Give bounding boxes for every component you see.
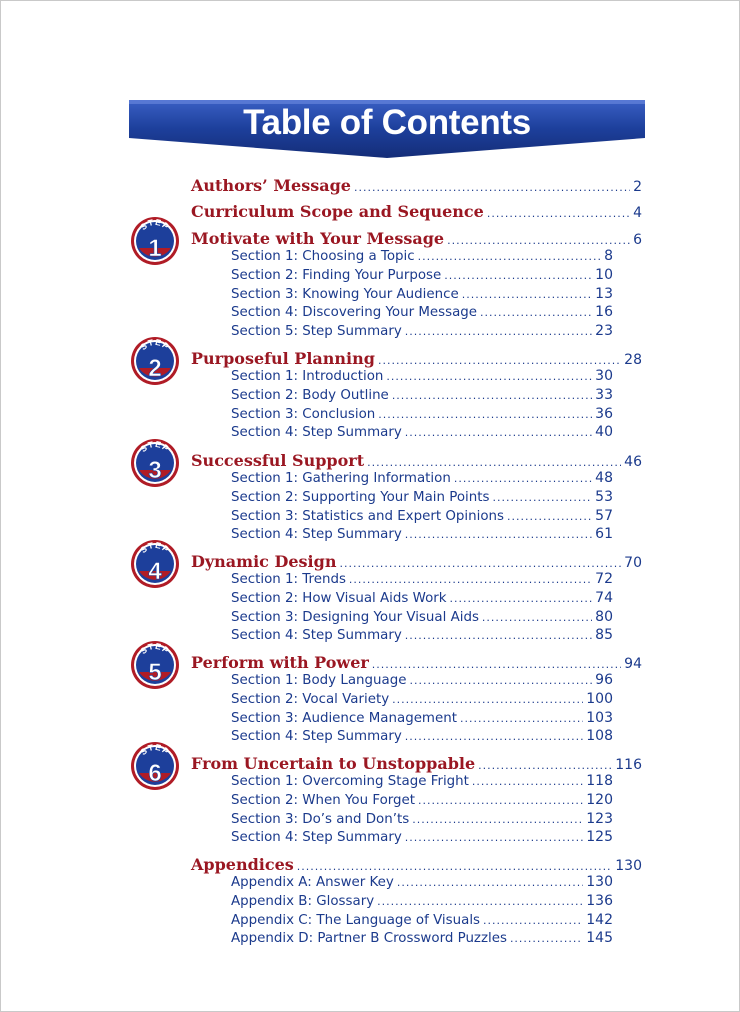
toc-section-label: Section 4: Step Summary: [231, 830, 402, 846]
toc-entry-page-number: 70: [624, 555, 642, 571]
toc-entry-label: Successful Support: [191, 451, 365, 470]
toc-entry-page-number: 4: [633, 205, 642, 221]
toc-section[interactable]: [231, 627, 613, 643]
step-number: 4: [148, 558, 162, 585]
toc-entry-page-number: 2: [633, 179, 642, 195]
toc-section[interactable]: [231, 424, 613, 440]
toc-section-label: Section 3: Audience Management: [231, 710, 457, 726]
toc-section-label: Appendix A: Answer Key: [231, 875, 394, 890]
step-word: STEP: [138, 216, 172, 232]
dot-leader: [418, 250, 601, 263]
toc-section[interactable]: [231, 368, 613, 384]
toc-section[interactable]: [231, 930, 613, 946]
toc-section[interactable]: [231, 387, 613, 403]
toc-entry[interactable]: [191, 176, 642, 195]
toc-section-page-number: 130: [586, 874, 613, 890]
toc-section-label: Section 2: Supporting Your Main Points: [231, 489, 490, 505]
toc-section-page-number: 57: [595, 507, 613, 524]
dot-leader: [349, 573, 592, 586]
toc-section[interactable]: [231, 893, 613, 909]
dot-leader: [405, 629, 592, 642]
page-title: Table of Contents: [243, 103, 531, 142]
toc-section-label: Section 3: Statistics and Expert Opinions: [231, 508, 504, 524]
toc-section[interactable]: [231, 609, 613, 625]
dot-leader: [483, 914, 583, 927]
dot-leader: [454, 472, 592, 485]
dot-leader: [372, 658, 621, 671]
toc-section[interactable]: [231, 912, 613, 928]
dot-leader: [405, 831, 584, 844]
toc-section[interactable]: [231, 304, 613, 320]
dot-leader: [405, 325, 592, 338]
dot-leader: [405, 426, 592, 439]
toc-section-page-number: 16: [595, 304, 613, 321]
dot-leader: [450, 592, 593, 605]
toc-section-label: Section 1: Overcoming Stage Fright: [231, 774, 469, 789]
toc-section[interactable]: [231, 286, 613, 302]
toc-section-label: Section 5: Step Summary: [231, 324, 402, 340]
toc-section-page-number: 145: [586, 930, 613, 947]
toc-section[interactable]: [231, 526, 613, 542]
toc-section[interactable]: [231, 829, 613, 845]
toc-section-page-number: 13: [595, 285, 613, 302]
dot-leader: [405, 730, 584, 743]
dot-leader: [377, 895, 583, 908]
dot-leader: [510, 932, 583, 945]
toc-section-page-number: 10: [595, 266, 613, 283]
toc-section-page-number: 103: [586, 709, 613, 726]
toc-section-label: Section 4: Step Summary: [231, 628, 402, 644]
dot-leader: [339, 557, 621, 570]
toc-section-page-number: 48: [595, 470, 613, 486]
toc-entry[interactable]: [191, 349, 642, 368]
toc-section-label: Section 2: How Visual Aids Work: [231, 590, 447, 606]
dot-leader: [405, 528, 592, 541]
toc-section-page-number: 80: [595, 608, 613, 625]
dot-leader: [444, 269, 592, 282]
toc-section-page-number: 36: [595, 405, 613, 422]
toc-section-page-number: 108: [586, 728, 613, 745]
toc-entry-label: Appendices: [191, 855, 294, 874]
toc-entry-page-number: 116: [615, 757, 642, 773]
toc-section-page-number: 123: [586, 810, 613, 827]
toc-section-page-number: 85: [595, 627, 613, 644]
toc-entry[interactable]: [191, 653, 642, 672]
step-word: STEP: [138, 539, 172, 555]
step-badge: [129, 538, 181, 590]
toc-section-label: Section 1: Gathering Information: [231, 471, 451, 486]
toc-entry-label: Dynamic Design: [191, 552, 337, 571]
toc-section-label: Section 4: Step Summary: [231, 729, 402, 745]
toc-entry-page-number: 28: [624, 352, 642, 368]
dot-leader: [418, 794, 583, 807]
toc-section[interactable]: [231, 508, 613, 524]
dot-leader: [392, 389, 592, 402]
toc-section-label: Section 4: Step Summary: [231, 527, 402, 543]
toc-section-page-number: 23: [595, 323, 613, 340]
toc-section-page-number: 74: [595, 589, 613, 606]
dot-leader: [409, 674, 592, 687]
toc-section-label: Section 2: Body Outline: [231, 387, 389, 403]
dot-leader: [460, 712, 583, 725]
toc-entry-label: Motivate with Your Message: [191, 229, 445, 248]
toc-entry-label: Authors’ Message: [191, 176, 351, 195]
dot-leader: [397, 876, 583, 889]
toc-entry[interactable]: [191, 451, 642, 470]
toc-section-label: Appendix D: Partner B Crossword Puzzles: [231, 931, 507, 947]
toc-entry-page-number: 130: [615, 858, 642, 874]
dot-leader: [378, 354, 621, 367]
toc-section-label: Section 3: Do’s and Don’ts: [231, 811, 410, 827]
dot-leader: [492, 491, 592, 504]
toc-section[interactable]: [231, 571, 613, 587]
step-badge: [129, 215, 181, 267]
toc-section-page-number: 40: [595, 424, 613, 441]
toc-section[interactable]: [231, 323, 613, 339]
toc-section[interactable]: [231, 406, 613, 422]
toc-section[interactable]: [231, 672, 613, 688]
dot-leader: [412, 813, 583, 826]
toc-section-label: Section 4: Discovering Your Message: [231, 305, 478, 321]
step-number: 1: [148, 235, 162, 262]
toc-section-label: Section 1: Choosing a Topic: [231, 249, 415, 264]
toc-entry[interactable]: [191, 229, 642, 248]
toc-section-page-number: 96: [595, 672, 613, 688]
step-word: STEP: [138, 741, 172, 757]
toc-section-page-number: 8: [604, 248, 613, 264]
toc-entry[interactable]: [191, 552, 642, 571]
step-badge: [129, 437, 181, 489]
toc-entry-page-number: 6: [633, 232, 642, 248]
toc-section[interactable]: [231, 792, 613, 808]
toc-entry-label: From Uncertain to Unstoppable: [191, 754, 476, 773]
toc-entry-label: Perform with Power: [191, 653, 369, 672]
toc-section[interactable]: [231, 874, 613, 890]
toc-entry-label: Curriculum Scope and Sequence: [191, 202, 484, 221]
step-word: STEP: [138, 438, 172, 454]
toc-section-label: Section 4: Step Summary: [231, 425, 402, 441]
title-banner: [129, 100, 645, 160]
toc-section-label: Section 2: When You Forget: [231, 792, 416, 808]
toc-entry-page-number: 94: [624, 656, 642, 672]
step-number: 3: [148, 457, 162, 484]
step-number: 2: [148, 355, 162, 382]
step-word: STEP: [138, 336, 172, 352]
dot-leader: [472, 775, 583, 788]
toc-entry-page-number: 46: [624, 454, 642, 470]
toc-section[interactable]: [231, 248, 613, 264]
toc-entry-label: Purposeful Planning: [191, 349, 375, 368]
toc-section-label: Appendix C: The Language of Visuals: [231, 912, 481, 928]
dot-leader: [386, 370, 592, 383]
toc-section-page-number: 33: [595, 386, 613, 403]
toc-section-page-number: 120: [586, 791, 613, 808]
dot-leader: [478, 759, 612, 772]
toc-section[interactable]: [231, 728, 613, 744]
step-badge: [129, 335, 181, 387]
toc-section-label: Section 3: Knowing Your Audience: [231, 286, 459, 302]
toc-section-page-number: 136: [586, 892, 613, 909]
dot-leader: [378, 408, 592, 421]
dot-leader: [487, 207, 630, 220]
toc-section-page-number: 53: [595, 488, 613, 505]
step-word: STEP: [138, 640, 172, 656]
toc-section-page-number: 30: [595, 368, 613, 384]
toc-section-label: Section 1: Trends: [231, 572, 346, 587]
toc-section-page-number: 125: [586, 829, 613, 846]
toc-section-page-number: 100: [586, 690, 613, 707]
dot-leader: [392, 693, 583, 706]
toc-section-label: Section 2: Vocal Variety: [231, 691, 390, 707]
toc-section[interactable]: [231, 489, 613, 505]
toc-section-page-number: 72: [595, 571, 613, 587]
step-badge: [129, 639, 181, 691]
toc-section-label: Section 3: Conclusion: [231, 406, 376, 422]
toc-section-label: Section 1: Body Language: [231, 673, 407, 688]
toc-section[interactable]: [231, 470, 613, 486]
dot-leader: [354, 181, 630, 194]
toc-section-label: Section 3: Designing Your Visual Aids: [231, 609, 479, 625]
toc-section[interactable]: [231, 773, 613, 789]
toc-section[interactable]: [231, 811, 613, 827]
dot-leader: [480, 306, 592, 319]
toc-section[interactable]: [231, 691, 613, 707]
toc-section-page-number: 61: [595, 526, 613, 543]
step-badge: [129, 740, 181, 792]
dot-leader: [447, 234, 630, 247]
toc-section-label: Appendix B: Glossary: [231, 893, 375, 909]
dot-leader: [507, 510, 592, 523]
toc-section[interactable]: [231, 710, 613, 726]
step-number: 6: [148, 760, 162, 787]
toc-entry[interactable]: [191, 754, 642, 773]
dot-leader: [297, 860, 612, 873]
toc-section[interactable]: [231, 590, 613, 606]
toc-section-page-number: 118: [586, 773, 613, 789]
dot-leader: [482, 611, 592, 624]
dot-leader: [367, 456, 621, 469]
toc-entry[interactable]: [191, 855, 642, 874]
step-number: 5: [148, 659, 162, 686]
toc-section-label: Section 1: Introduction: [231, 369, 384, 384]
toc-entry[interactable]: [191, 202, 642, 221]
toc-section-page-number: 142: [586, 911, 613, 928]
toc-section[interactable]: [231, 267, 613, 283]
dot-leader: [462, 288, 592, 301]
toc-section-label: Section 2: Finding Your Purpose: [231, 267, 442, 283]
